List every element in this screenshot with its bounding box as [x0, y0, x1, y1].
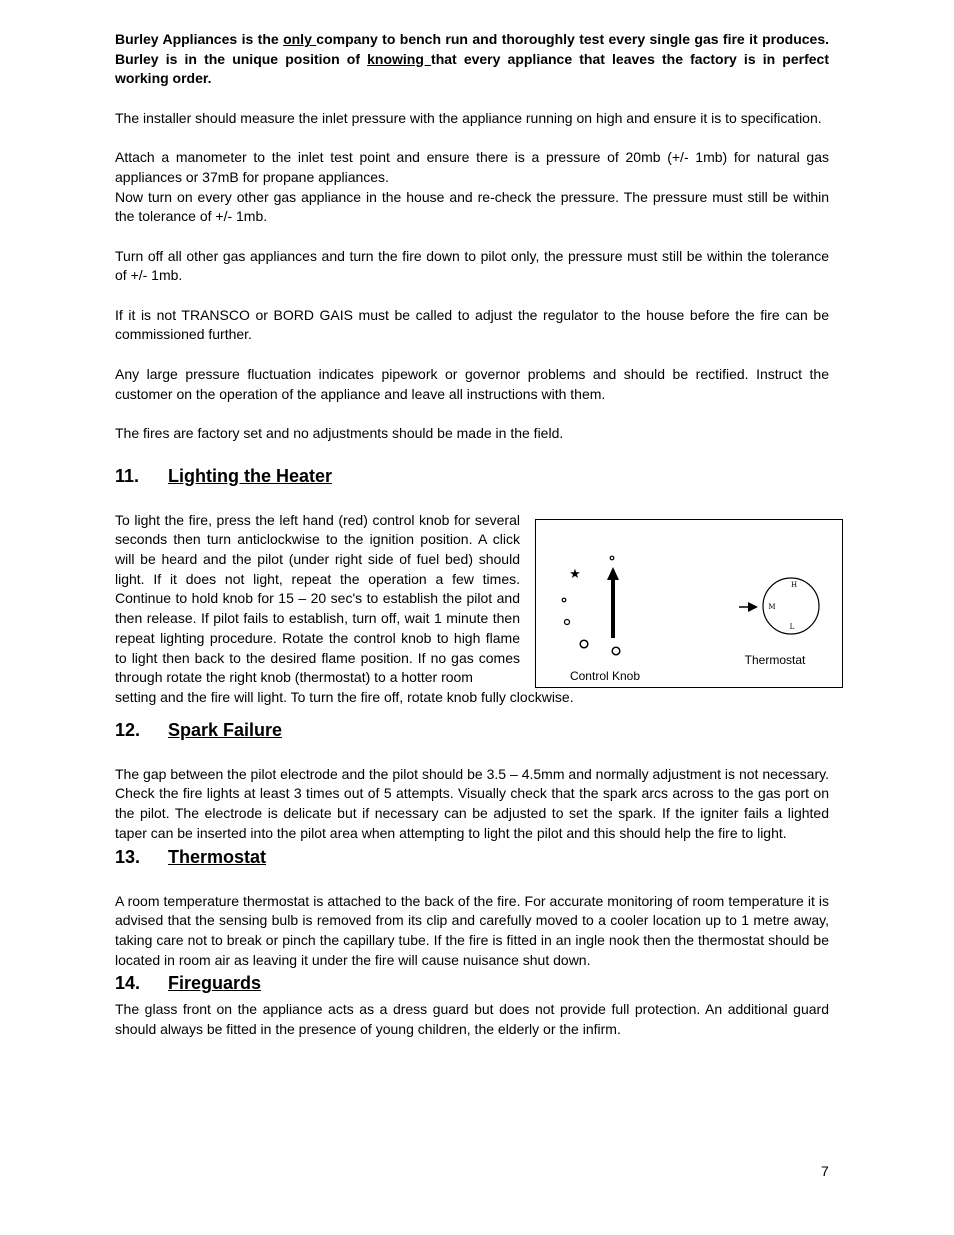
paragraph-transco: If it is not TRANSCO or BORD GAIS must be called to adjust the regulator to the house before the fire can be commissioned further.	[115, 306, 829, 343]
dial-high-mark: H	[790, 580, 798, 589]
control-knob-label: Control Knob	[569, 668, 641, 683]
dial-medium-mark: M	[768, 602, 776, 611]
intro-emphasis-only: only	[283, 31, 317, 47]
paragraph-inlet-pressure: The installer should measure the inlet pressure with the appliance running on high and ensure it is to specification.	[115, 109, 822, 126]
section-heading-spark	[115, 719, 829, 741]
fireguards-body: The glass front on the appliance acts as a dress guard but does not provide full protection. An additional guard should always be fitted in the presence of young children, the elderly or the infirm.	[115, 1001, 829, 1038]
section-number: 12.	[115, 719, 141, 740]
dial-low-mark: L	[789, 622, 795, 631]
spark-failure-body: The gap between the pilot electrode and the pilot should be 3.5 – 4.5mm and normally adjustment is not necessary. Check the fire lights at least 3 times out of 5 attempts. Visually check that the spark arcs across to the gas port on the pilot. The electrode is delicate but if necessary can be adjusted to set the spark. If the igniter fails a lighted taper can be inserted into the pilot area when attempting to light the pilot and this should help the fire to light.	[115, 765, 829, 841]
thermostat-body: A room temperature thermostat is attached to the back of the fire. For accurate monitoring of room temperature it is advised that the sensing bulb is removed from its clip and carefully moved to a cooler location up to 1 metre away, taking care not to break or pinch the capillary tube. If the fire is fitted in an ingle nook then the thermostat should be located in room air as leaving it under the fire will cause nuisance shut down.	[115, 892, 829, 968]
lighting-instructions-tail: setting and the fire will light. To turn the fire off, rotate knob fully clockwise.	[115, 689, 574, 705]
document-page	[115, 30, 829, 1040]
section-number: 13.	[115, 846, 141, 867]
paragraph-factory-set: The fires are factory set and no adjustments should be made in the field.	[115, 424, 564, 441]
star-icon: ★	[569, 566, 581, 582]
intro-text: that every appliance that leaves the factory is in perfect working order.	[115, 50, 829, 87]
page-number: 7	[821, 1163, 829, 1179]
paragraph-fluctuation: Any large pressure fluctuation indicates pipework or governor problems and should be rectified. Instruct the customer on the operation of the appliance and leave all instructions with them.	[115, 365, 829, 402]
intro-text: Burley Appliances is the	[115, 31, 284, 47]
section-heading-fireguards	[115, 972, 829, 994]
right-arrow-icon	[748, 602, 758, 612]
paragraph-pilot-only: Turn off all other gas appliances and turn the fire down to pilot only, the pressure must still be within the tolerance of +/- 1mb.	[115, 247, 829, 284]
intro-emphasis-knowing: knowing	[367, 50, 432, 67]
position-marker-icon	[580, 640, 588, 648]
intro-text: company to bench run and thoroughly test every single gas fire it produces. Burley is in the unique position of	[115, 31, 829, 67]
section-title: Lighting the Heater	[168, 465, 333, 486]
up-arrow-icon	[607, 567, 619, 580]
position-marker-icon	[610, 556, 614, 560]
position-marker-icon	[562, 598, 566, 602]
intro-paragraph	[115, 30, 829, 89]
paragraph-manometer: Attach a manometer to the inlet test point and ensure there is a pressure of 20mb (+/- 1mb) for natural gas appliances or 37mB for propane appliances.	[115, 149, 829, 185]
section-lighting-body	[115, 511, 829, 708]
section-title: Fireguards	[168, 973, 262, 994]
diagram-svg	[536, 520, 844, 689]
section-title: Thermostat	[168, 846, 267, 867]
lighting-instructions: To light the fire, press the left hand (red) control knob for several seconds then turn anticlockwise to the ignition position. A click will be heard and the pilot (under right side of fuel bed) should light. If it does not light, repeat the operation a few times. Continue to hold knob for 15 – 20 sec's to establish the pilot and then release. If pilot fails to establish, turn off, wait 1 minute then repeat lighting procedure. Rotate the control knob to high flame to light then back to the desired flame position. If no gas comes through rotate the right knob (thermostat) to a hotter room	[115, 511, 520, 686]
position-marker-icon	[612, 647, 620, 655]
position-marker-icon	[565, 619, 570, 624]
thermostat-label: Thermostat	[744, 652, 806, 667]
section-number: 14.	[115, 973, 141, 994]
section-heading-lighting	[115, 465, 829, 487]
control-knob-diagram	[535, 519, 843, 688]
paragraph-recheck: Now turn on every other gas appliance in the house and re-check the pressure. The pressure must still be within the tolerance of +/- 1mb.	[115, 188, 829, 225]
section-heading-thermostat	[115, 846, 829, 868]
section-number: 11.	[115, 465, 140, 486]
section-title: Spark Failure	[168, 719, 283, 740]
